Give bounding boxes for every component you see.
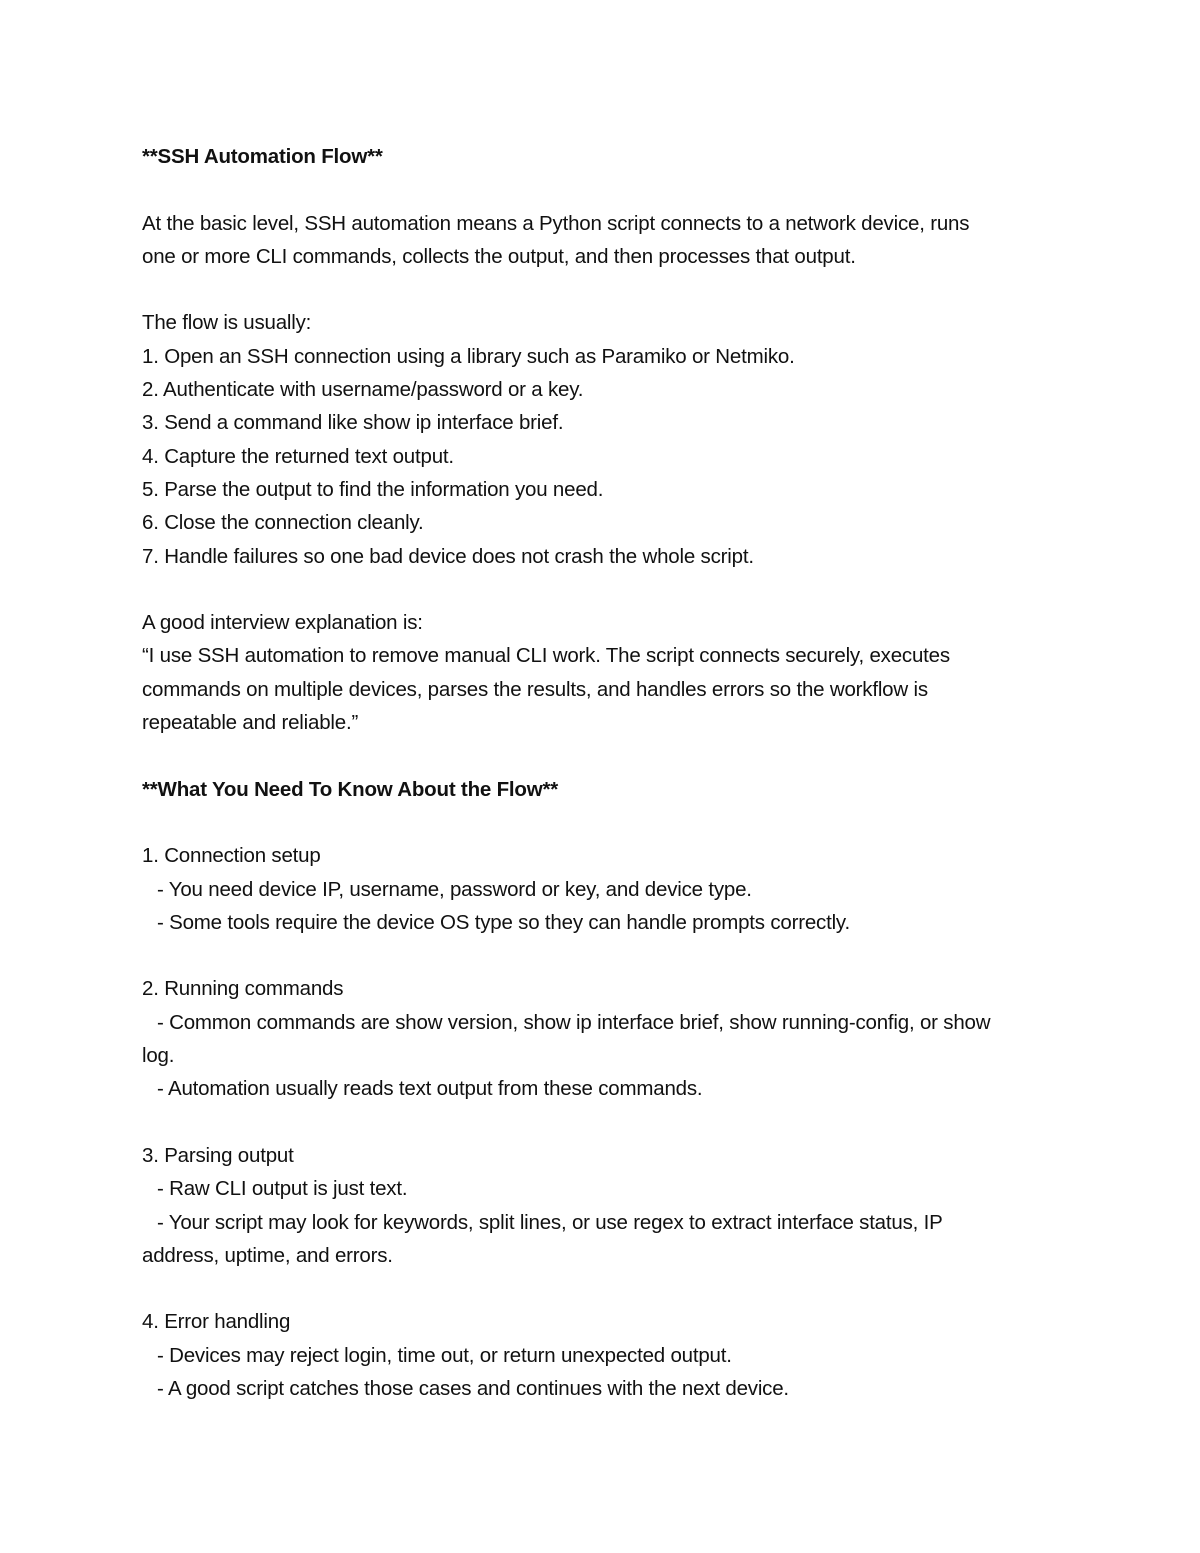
section-heading-running-commands: 2. Running commands (142, 977, 344, 1001)
flow-step: 2. Authenticate with username/password or a key. (142, 378, 584, 402)
section-bullet: - Devices may reject login, time out, or return unexpected output. (157, 1343, 732, 1367)
flow-step: 5. Parse the output to find the information you need. (142, 477, 604, 501)
blank-line (142, 939, 1072, 972)
interview-heading: A good interview explanation is: (142, 611, 423, 635)
section-title: **What You Need To Know About the Flow** (142, 777, 559, 801)
section-bullet: - Some tools require the device OS type so they can handle prompts correctly. (157, 910, 850, 934)
section-bullet: - Raw CLI output is just text. (157, 1177, 408, 1201)
blank-line (142, 1106, 1072, 1139)
blank-line (142, 1272, 1072, 1305)
blank-line (142, 806, 1072, 839)
section-bullet-continuation: address, uptime, and errors. (142, 1243, 393, 1267)
intro-line: At the basic level, SSH automation means a Python script connects to a network device, runs (142, 211, 970, 235)
section-bullet: - Automation usually reads text output from these commands. (157, 1077, 703, 1101)
interview-quote-line: commands on multiple devices, parses the results, and handles errors so the workflow is (142, 677, 928, 701)
document-title: **SSH Automation Flow** (142, 145, 383, 168)
blank-line (142, 173, 1072, 206)
interview-quote-line: “I use SSH automation to remove manual CLI work. The script connects securely, executes (142, 644, 950, 668)
section-bullet: - You need device IP, username, password or key, and device type. (157, 877, 752, 901)
flow-step: 3. Send a command like show ip interface brief. (142, 411, 564, 435)
section-heading-error-handling: 4. Error handling (142, 1310, 291, 1334)
flow-step: 4. Capture the returned text output. (142, 444, 454, 468)
blank-line (142, 573, 1072, 606)
interview-quote-line: repeatable and reliable.” (142, 711, 359, 735)
section-bullet: - Your script may look for keywords, split lines, or use regex to extract interface status, IP (157, 1210, 943, 1234)
intro-line: one or more CLI commands, collects the output, and then processes that output. (142, 244, 856, 268)
flow-heading: The flow is usually: (142, 311, 312, 335)
document-body (142, 140, 1072, 1405)
section-bullet: - Common commands are show version, show ip interface brief, show running-config, or show (157, 1010, 991, 1034)
flow-step: 1. Open an SSH connection using a library such as Paramiko or Netmiko. (142, 344, 795, 368)
section-heading-connection-setup: 1. Connection setup (142, 844, 321, 868)
section-heading-parsing-output: 3. Parsing output (142, 1143, 294, 1167)
blank-line (142, 739, 1072, 772)
section-bullet-continuation: log. (142, 1044, 175, 1068)
flow-step: 6. Close the connection cleanly. (142, 511, 424, 535)
flow-step: 7. Handle failures so one bad device does not crash the whole script. (142, 544, 754, 568)
blank-line (142, 273, 1072, 306)
section-bullet: - A good script catches those cases and continues with the next device. (157, 1376, 789, 1400)
